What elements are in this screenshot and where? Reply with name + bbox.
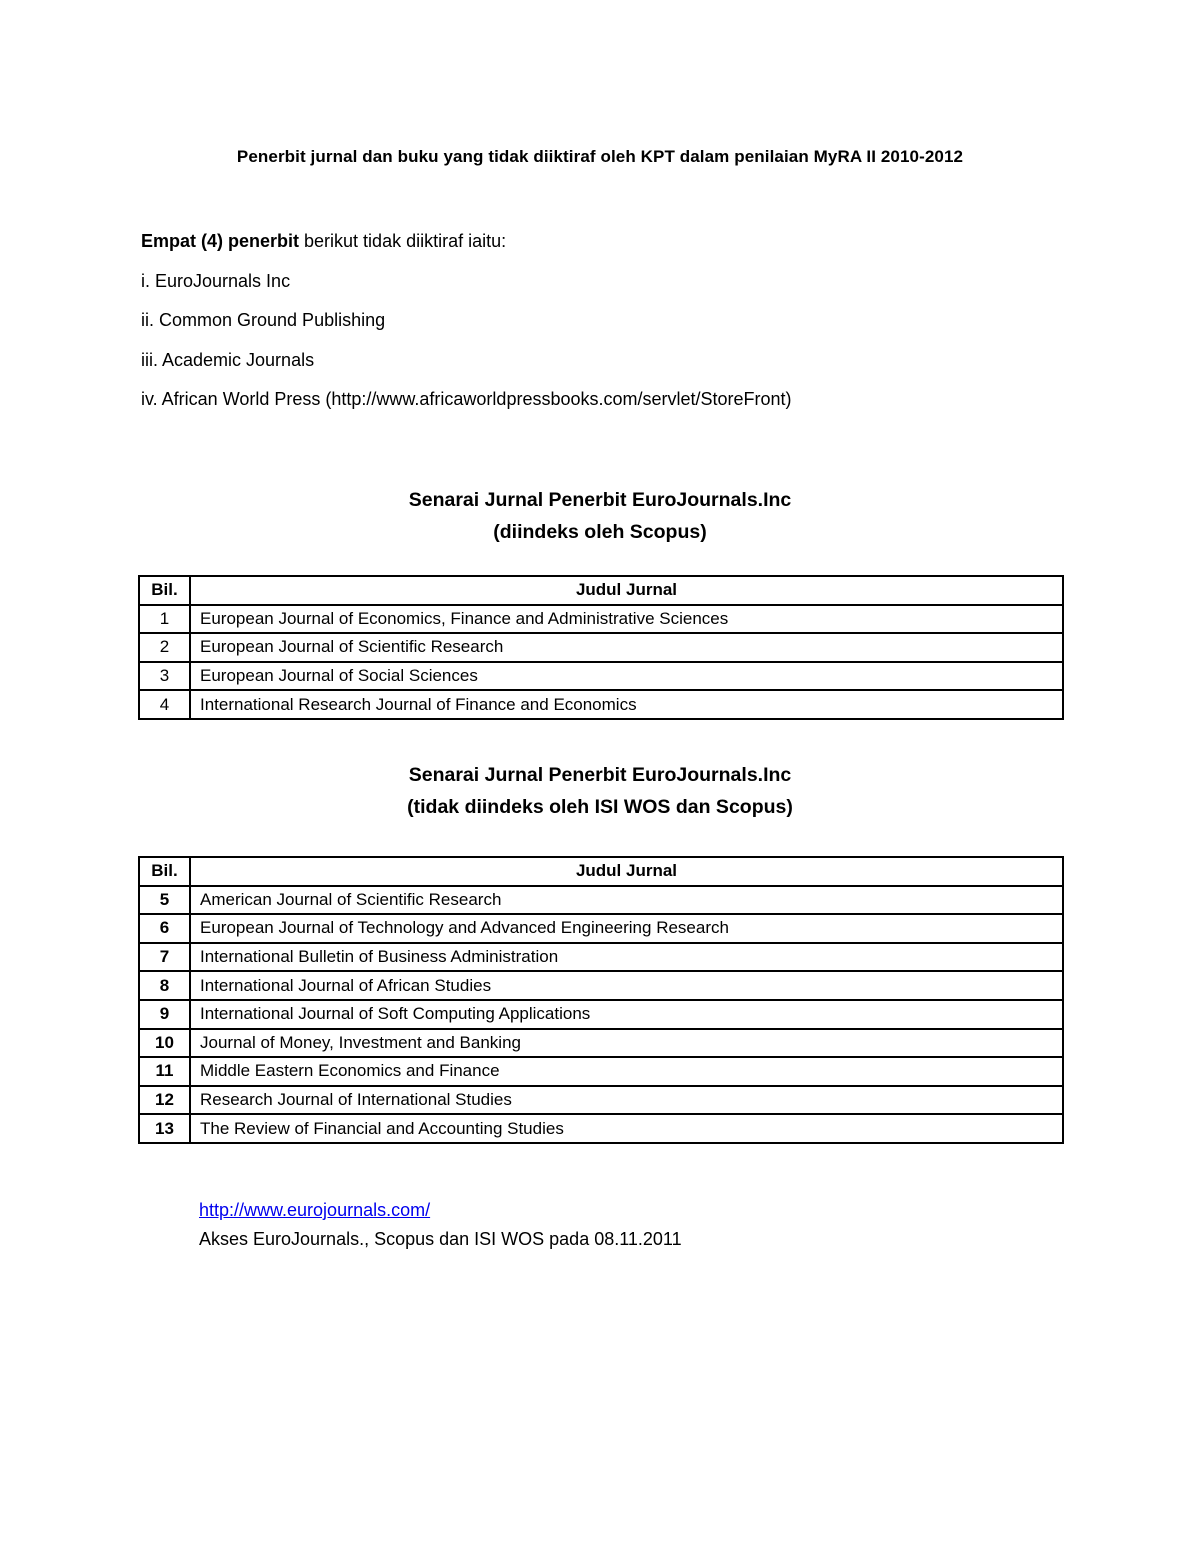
journal-title: Journal of Money, Investment and Banking [190, 1029, 1063, 1058]
section1-heading-line2: (diindeks oleh Scopus) [493, 521, 707, 543]
intro-lead [141, 230, 1101, 252]
column-header-judul: Judul Jurnal [190, 857, 1063, 886]
journal-title: International Bulletin of Business Administration [190, 943, 1063, 972]
intro-lead-bold: Empat (4) penerbit [141, 231, 300, 251]
row-number: 3 [139, 662, 190, 691]
row-number: 13 [139, 1114, 190, 1143]
journal-title: The Review of Financial and Accounting Studies [190, 1114, 1063, 1143]
table-row [139, 1086, 1063, 1115]
row-number: 8 [139, 971, 190, 1000]
journal-title: International Research Journal of Finance and Economics [190, 690, 1063, 719]
section2-table [138, 856, 1064, 1144]
table-row [139, 633, 1063, 662]
journal-title: International Journal of African Studies [190, 971, 1063, 1000]
section2-heading-line2: (tidak diindeks oleh ISI WOS dan Scopus) [407, 796, 793, 818]
row-number: 2 [139, 633, 190, 662]
table-row [139, 1000, 1063, 1029]
section1-heading-line1: Senarai Jurnal Penerbit EuroJournals.Inc [408, 489, 792, 511]
section2-heading-line1: Senarai Jurnal Penerbit EuroJournals.Inc [408, 764, 792, 786]
journal-title: Research Journal of International Studies [190, 1086, 1063, 1115]
journal-title: European Journal of Social Sciences [190, 662, 1063, 691]
table-row [139, 605, 1063, 634]
journal-title: European Journal of Technology and Advanced Engineering Research [190, 914, 1063, 943]
table-header-row [139, 576, 1063, 605]
access-note: Akses EuroJournals., Scopus dan ISI WOS pada 08.11.2011 [199, 1229, 682, 1249]
table-row [139, 971, 1063, 1000]
table-row [139, 690, 1063, 719]
publisher-item: iii. Academic Journals [141, 349, 315, 370]
table-row [139, 914, 1063, 943]
table-header-row [139, 857, 1063, 886]
row-number: 6 [139, 914, 190, 943]
page-title: Penerbit jurnal dan buku yang tidak diiktiraf oleh KPT dalam penilaian MyRA II 2010-2012 [236, 147, 964, 166]
table-row [139, 1057, 1063, 1086]
journal-title: Middle Eastern Economics and Finance [190, 1057, 1063, 1086]
table-row [139, 886, 1063, 915]
section1-table-body [139, 605, 1063, 719]
journal-title: European Journal of Scientific Research [190, 633, 1063, 662]
publisher-item: ii. Common Ground Publishing [141, 310, 386, 330]
column-header-judul: Judul Jurnal [190, 576, 1063, 605]
publisher-item: iv. African World Press (http://www.africaworldpressbooks.com/servlet/StoreFront) [141, 389, 792, 409]
row-number: 9 [139, 1000, 190, 1029]
row-number: 11 [139, 1057, 190, 1086]
row-number: 4 [139, 690, 190, 719]
row-number: 7 [139, 943, 190, 972]
column-header-bil: Bil. [139, 576, 190, 605]
eurojournals-link[interactable]: http://www.eurojournals.com/ [199, 1200, 431, 1220]
section2-heading [0, 759, 1200, 823]
table-row [139, 1114, 1063, 1143]
journal-title: International Journal of Soft Computing Applications [190, 1000, 1063, 1029]
row-number: 1 [139, 605, 190, 634]
section1-table [138, 575, 1064, 720]
table-row [139, 1029, 1063, 1058]
intro-section [141, 230, 1101, 428]
row-number: 12 [139, 1086, 190, 1115]
intro-lead-rest: berikut tidak diiktiraf iaitu: [299, 231, 507, 251]
footer [199, 1196, 682, 1254]
section1-heading [0, 484, 1200, 548]
column-header-bil: Bil. [139, 857, 190, 886]
row-number: 5 [139, 886, 190, 915]
journal-title: European Journal of Economics, Finance and Administrative Sciences [190, 605, 1063, 634]
table-row [139, 662, 1063, 691]
publisher-item: i. EuroJournals Inc [141, 270, 291, 291]
table-row [139, 943, 1063, 972]
section2-table-body [139, 886, 1063, 1143]
journal-title: American Journal of Scientific Research [190, 886, 1063, 915]
row-number: 10 [139, 1029, 190, 1058]
